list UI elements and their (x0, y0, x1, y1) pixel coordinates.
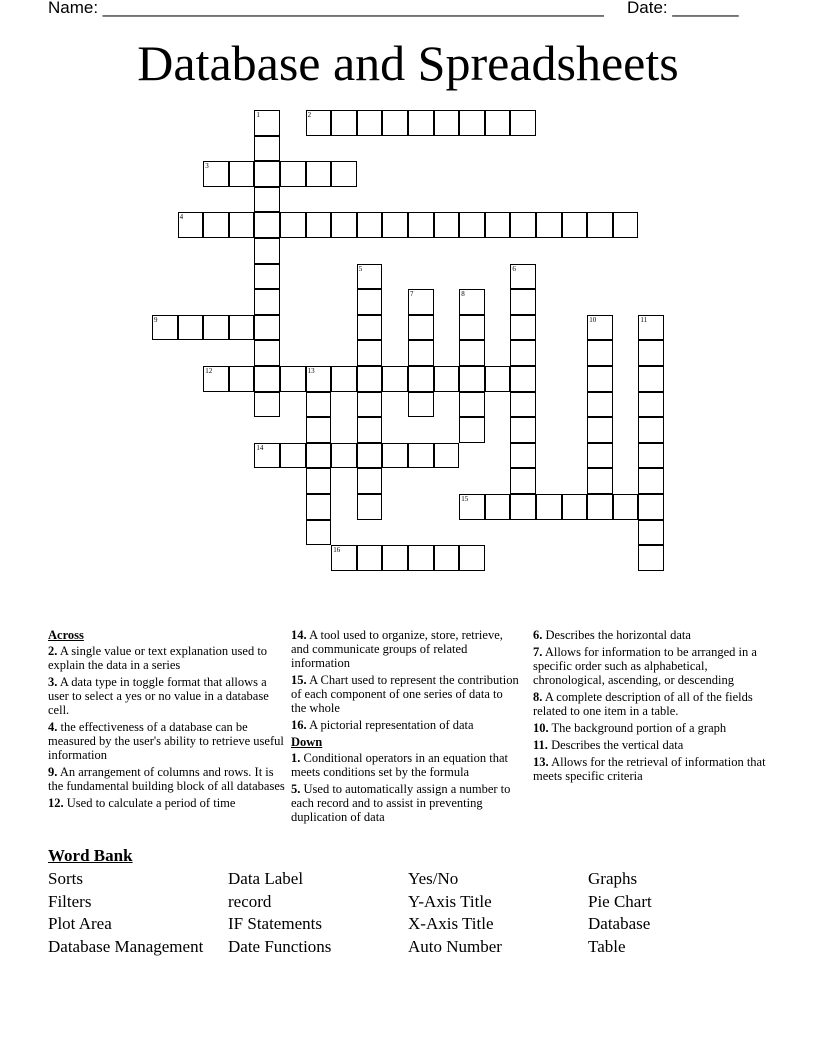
word-bank-item: Y-Axis Title (408, 891, 492, 911)
crossword-cell[interactable] (357, 494, 383, 520)
clue-number: 6 (512, 264, 516, 273)
crossword-cell[interactable] (408, 212, 434, 238)
down-heading: Down (291, 735, 323, 749)
date-field[interactable]: Date: _______ (627, 0, 739, 17)
clue-number: 12 (205, 367, 213, 375)
crossword-cell[interactable] (587, 468, 613, 494)
crossword-cell[interactable] (459, 392, 485, 418)
crossword-cell[interactable] (510, 264, 536, 290)
crossword-cell[interactable] (254, 238, 280, 264)
crossword-cell[interactable] (331, 161, 357, 187)
clue-across-3: 3. A data type in toggle format that allows a user to select a yes or no value in a database cell. (48, 675, 269, 717)
crossword-cell[interactable] (638, 468, 664, 494)
crossword-cell[interactable] (382, 110, 408, 136)
crossword-cell[interactable] (638, 545, 664, 571)
word-bank-item: IF Statements (228, 914, 322, 934)
crossword-cell[interactable] (178, 212, 204, 238)
crossword-cell[interactable] (357, 340, 383, 366)
crossword-cell[interactable] (306, 494, 332, 520)
name-field[interactable]: Name: _____________________________________________________ (48, 0, 604, 17)
crossword-cell[interactable] (510, 468, 536, 494)
word-bank-item: Pie Chart (588, 891, 652, 911)
crossword-cell[interactable] (382, 366, 408, 392)
clue-number: 4 (179, 213, 184, 222)
crossword-cell[interactable] (254, 340, 280, 366)
crossword-cell[interactable] (459, 212, 485, 238)
crossword-cell[interactable] (638, 315, 664, 341)
crossword-cell[interactable] (485, 494, 511, 520)
across-heading: Across (48, 628, 84, 642)
word-bank-item: Date Functions (228, 937, 332, 957)
crossword-cell[interactable] (587, 494, 613, 520)
clue-across-14: 14. A tool used to organize, store, retrieve, and communicate groups of related information (291, 628, 503, 670)
clue-across-16: 16. A pictorial representation of data (291, 718, 474, 732)
crossword-cell[interactable] (510, 494, 536, 520)
crossword-cell[interactable] (357, 545, 383, 571)
crossword-cell[interactable] (459, 340, 485, 366)
crossword-cell[interactable] (306, 443, 332, 469)
word-bank-item: Graphs (588, 869, 638, 888)
crossword-cell[interactable] (357, 264, 383, 290)
crossword-cell[interactable] (485, 366, 511, 392)
crossword-cell[interactable] (306, 212, 332, 238)
crossword-cell[interactable] (536, 212, 562, 238)
crossword-cell[interactable] (638, 366, 664, 392)
word-bank-item: Data Label (228, 869, 304, 888)
word-bank-item: Sorts (48, 869, 83, 888)
crossword-cell[interactable] (459, 110, 485, 136)
crossword-cell[interactable] (587, 392, 613, 418)
clue-across-9: 9. An arrangement of columns and rows. It is the fundamental building block of all databases (48, 765, 285, 793)
crossword-cell[interactable] (254, 212, 280, 238)
clue-number: 8 (461, 290, 465, 299)
crossword-cell[interactable] (587, 212, 613, 238)
crossword-cell[interactable] (536, 494, 562, 520)
clue-number: 5 (358, 264, 363, 273)
crossword-cell[interactable] (638, 417, 664, 443)
clue-down-5: 5. Used to automatically assign a number to each record and to assist in preventing duplication of data (291, 782, 511, 824)
crossword-cell[interactable] (331, 110, 357, 136)
crossword-cell[interactable] (485, 212, 511, 238)
crossword-cell[interactable] (434, 212, 460, 238)
word-bank-item: Table (588, 937, 626, 957)
crossword-cell[interactable] (638, 443, 664, 469)
crossword-cell[interactable] (331, 212, 357, 238)
clue-number: 15 (461, 495, 469, 503)
crossword-cell[interactable] (306, 520, 332, 546)
clues-column-1 (48, 628, 286, 813)
crossword-cell[interactable] (254, 289, 280, 315)
crossword-cell[interactable] (408, 110, 434, 136)
crossword-cell[interactable] (459, 289, 485, 315)
clue-across-4: 4. the effectiveness of a database can be measured by the user's ability to retrieve useful information (48, 720, 284, 762)
crossword-cell[interactable] (306, 366, 332, 392)
crossword-cell[interactable] (331, 545, 357, 571)
crossword-cell[interactable] (510, 417, 536, 443)
clue-number: 7 (410, 290, 414, 299)
clue-down-10: 10. The background portion of a graph (533, 721, 727, 735)
clue-down-11: 11. Describes the vertical data (533, 738, 684, 752)
crossword-cell[interactable] (408, 545, 434, 571)
crossword-cell[interactable] (229, 212, 255, 238)
clue-down-1: 1. Conditional operators in an equation that meets conditions set by the formula (291, 751, 508, 779)
clue-number: 9 (154, 315, 158, 324)
crossword-cell[interactable] (587, 315, 613, 341)
crossword-cell[interactable] (229, 366, 255, 392)
word-bank-heading: Word Bank (48, 846, 133, 865)
crossword-cell[interactable] (357, 392, 383, 418)
page-title: Database and Spreadsheets (137, 35, 679, 91)
crossword-cell[interactable] (638, 392, 664, 418)
word-bank-item: X-Axis Title (408, 914, 494, 934)
word-bank-item: Database Management (48, 937, 204, 957)
clue-number: 2 (307, 111, 312, 119)
crossword-cell[interactable] (510, 392, 536, 418)
crossword-cell[interactable] (357, 366, 383, 392)
clues-column-2 (291, 628, 521, 827)
crossword-cell[interactable] (459, 545, 485, 571)
crossword-cell[interactable] (306, 417, 332, 443)
crossword-cell[interactable] (357, 443, 383, 469)
crossword-cell[interactable] (306, 392, 332, 418)
crossword-cell[interactable] (382, 212, 408, 238)
crossword-cell[interactable] (306, 110, 332, 136)
crossword-cell[interactable] (408, 340, 434, 366)
word-bank-item: Database (588, 914, 651, 934)
crossword-cell[interactable] (331, 366, 357, 392)
crossword-cell[interactable] (459, 315, 485, 341)
clue-number: 3 (205, 162, 209, 171)
crossword-cell[interactable] (254, 366, 280, 392)
crossword-cell[interactable] (510, 289, 536, 315)
clue-across-2: 2. A single value or text explanation used to explain the data in a series (48, 644, 268, 672)
crossword-cell[interactable] (229, 161, 255, 187)
word-bank-item: Auto Number (408, 937, 502, 957)
crossword-cell[interactable] (485, 110, 511, 136)
crossword-cell[interactable] (254, 443, 280, 469)
crossword-cell[interactable] (280, 161, 306, 187)
crossword-cell[interactable] (357, 468, 383, 494)
crossword-cell[interactable] (459, 417, 485, 443)
crossword-cell[interactable] (587, 340, 613, 366)
crossword-cell[interactable] (331, 443, 357, 469)
crossword-cell[interactable] (638, 520, 664, 546)
clues-column-3 (533, 628, 773, 786)
crossword-cell[interactable] (382, 443, 408, 469)
crossword-cell[interactable] (357, 289, 383, 315)
clue-down-13: 13. Allows for the retrieval of information that meets specific criteria (533, 755, 766, 783)
crossword-cell[interactable] (254, 136, 280, 162)
clue-number: 11 (640, 315, 648, 324)
crossword-cell[interactable] (229, 315, 255, 341)
clue-number: 14 (256, 443, 264, 452)
clue-down-7: 7. Allows for information to be arranged in a specific order such as alphabetical, chronological, ascending, or descending (533, 645, 757, 687)
crossword-cell[interactable] (152, 315, 178, 341)
crossword-cell[interactable] (510, 340, 536, 366)
clue-number: 10 (589, 315, 597, 324)
crossword-cell[interactable] (254, 187, 280, 213)
crossword-cell[interactable] (306, 161, 332, 187)
clue-across-12: 12. Used to calculate a period of time (48, 796, 236, 810)
crossword-cell[interactable] (510, 366, 536, 392)
crossword-cell[interactable] (510, 212, 536, 238)
crossword-cell[interactable] (357, 315, 383, 341)
crossword-cell[interactable] (510, 315, 536, 341)
crossword-cell[interactable] (587, 417, 613, 443)
crossword-cell[interactable] (562, 494, 588, 520)
crossword-cell[interactable] (587, 443, 613, 469)
crossword-cell[interactable] (280, 212, 306, 238)
crossword-cell[interactable] (254, 161, 280, 187)
crossword-cell[interactable] (382, 545, 408, 571)
word-bank-item: Yes/No (408, 869, 459, 888)
clue-number: 16 (333, 546, 341, 555)
crossword-cell[interactable] (638, 340, 664, 366)
crossword-cell[interactable] (510, 443, 536, 469)
crossword-cell[interactable] (613, 494, 639, 520)
crossword-cell[interactable] (254, 315, 280, 341)
crossword-cell[interactable] (408, 443, 434, 469)
word-bank-item: record (228, 891, 272, 911)
crossword-cell[interactable] (203, 315, 229, 341)
crossword-cell[interactable] (562, 212, 588, 238)
word-bank-item: Filters (48, 891, 92, 911)
crossword-cell[interactable] (408, 315, 434, 341)
word-bank-item: Plot Area (48, 914, 112, 934)
crossword-cell[interactable] (306, 468, 332, 494)
clue-number: 1 (256, 111, 260, 119)
crossword-cell[interactable] (280, 443, 306, 469)
crossword-cell[interactable] (408, 392, 434, 418)
crossword-cell[interactable] (254, 264, 280, 290)
crossword-cell[interactable] (638, 494, 664, 520)
crossword-cell[interactable] (203, 212, 229, 238)
clue-number: 13 (307, 367, 315, 375)
crossword-cell[interactable] (459, 494, 485, 520)
crossword-cell[interactable] (434, 545, 460, 571)
clue-down-6: 6. Describes the horizontal data (533, 628, 691, 642)
word-bank (48, 868, 768, 959)
crossword-cell[interactable] (434, 110, 460, 136)
crossword-cell[interactable] (510, 110, 536, 136)
crossword-cell[interactable] (587, 366, 613, 392)
crossword-cell[interactable] (434, 366, 460, 392)
crossword-cell[interactable] (357, 110, 383, 136)
crossword-cell[interactable] (357, 212, 383, 238)
crossword-cell[interactable] (254, 110, 280, 136)
crossword-cell[interactable] (613, 212, 639, 238)
crossword-cell[interactable] (203, 366, 229, 392)
crossword-cell[interactable] (434, 443, 460, 469)
crossword-cell[interactable] (459, 366, 485, 392)
crossword-cell[interactable] (408, 289, 434, 315)
clue-down-8: 8. A complete description of all of the fields related to one item in a table. (533, 690, 753, 718)
crossword-cell[interactable] (203, 161, 229, 187)
crossword-cell[interactable] (254, 392, 280, 418)
crossword-cell[interactable] (408, 366, 434, 392)
crossword-cell[interactable] (178, 315, 204, 341)
crossword-cell[interactable] (357, 417, 383, 443)
clue-across-15: 15. A Chart used to represent the contribution of each component of one series of data to the whole (291, 673, 519, 715)
crossword-cell[interactable] (280, 366, 306, 392)
